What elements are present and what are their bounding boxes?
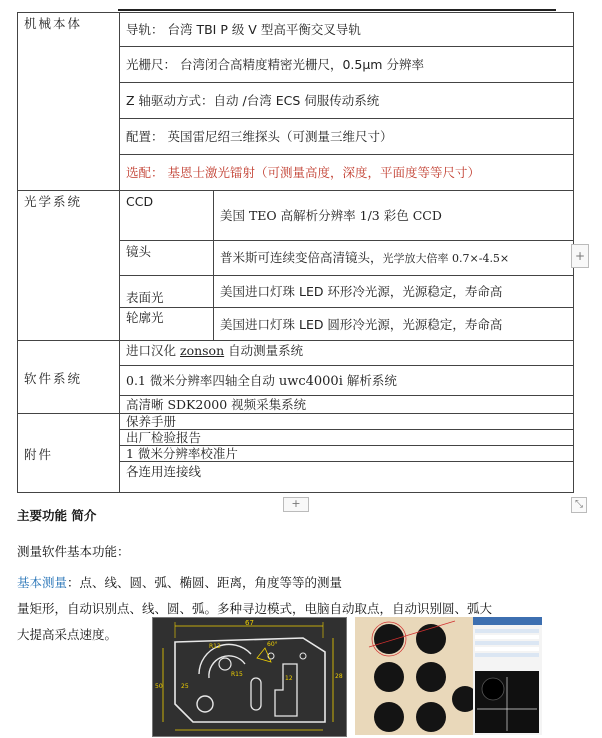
panel-row-3[interactable] — [475, 641, 539, 645]
accessory-row-2: 出厂检验报告 — [120, 430, 574, 446]
rail-row: 导轨： 台湾 TBI P 级 V 型高平衡交叉导轨 — [120, 13, 574, 47]
top-rule — [118, 9, 556, 11]
software-row-3: 高清晰 SDK2000 视频采集系统 — [120, 396, 574, 414]
panel-row-2[interactable] — [475, 635, 539, 639]
panel-row-5[interactable] — [475, 653, 539, 657]
cad-drawing-svg — [153, 618, 346, 736]
surface-light-label: 表面光 — [120, 276, 214, 308]
lens-label: 镜头 — [120, 241, 214, 276]
basic-measure-line — [17, 573, 342, 591]
category-optical: 光学系统 — [18, 191, 120, 341]
basic-measure-text: ：点、线、圆、弧、椭圆、距离，角度等等的测量 — [67, 575, 343, 590]
software-row-1 — [120, 341, 574, 366]
lens-value — [214, 241, 574, 276]
hole-left — [197, 696, 213, 712]
dim-label-28: 28 — [335, 673, 343, 680]
software-row-2-brand: uwc4000i — [278, 373, 343, 389]
dim-label-r12: R12 — [209, 643, 221, 650]
grating-row: 光栅尺： 台湾闭合高精度精密光栅尺，0.5μm 分辨率 — [120, 47, 574, 83]
dim-label-r15: R15 — [231, 671, 243, 678]
hole-4 — [416, 662, 446, 692]
part-outline — [175, 638, 325, 722]
software-row-2-suffix: 解析系统 — [342, 372, 397, 388]
l-cutout — [275, 664, 297, 716]
basic-measure-label: 基本测量 — [17, 575, 68, 590]
panel-row-4[interactable] — [475, 647, 539, 651]
category-accessories: 附件 — [18, 414, 120, 493]
table-resize-handle[interactable]: ⤡ — [571, 497, 587, 513]
preview-hole — [482, 678, 504, 700]
feature-line-2: 量矩形，自动识别点、线、圆、弧。多种寻边模式，电脑自动取点，自动识别圆、弧大 — [17, 601, 493, 616]
dim-label-width: 67 — [245, 619, 254, 627]
dim-label-50: 50 — [155, 683, 163, 690]
accessory-row-3: 1 微米分辨率校准片 — [120, 446, 574, 462]
software-row-1-prefix: 进口汉化 — [126, 343, 180, 358]
contour-light-label: 轮廓光 — [120, 308, 214, 341]
contour-light-value: 美国进口灯珠 LED 圆形冷光源，光源稳定，寿命高 — [214, 308, 574, 341]
hole-1 — [374, 624, 404, 654]
accessory-row-1: 保养手册 — [120, 414, 574, 430]
dim-label-angle: 60° — [267, 641, 278, 648]
spec-table — [17, 12, 574, 493]
measurement-svg — [355, 617, 542, 735]
software-row-2-prefix: 0.1 微米分辨率四轴全自动 — [126, 372, 279, 388]
section-heading: 主要功能 简介 — [17, 508, 97, 523]
hole-3 — [374, 662, 404, 692]
add-row-button[interactable]: + — [283, 497, 309, 512]
hole-arc-center — [219, 658, 231, 670]
category-mechanical: 机械本体 — [18, 13, 120, 191]
measurement-software-image — [355, 617, 542, 735]
surface-light-value: 美国进口灯珠 LED 环形冷光源，光源稳定，寿命高 — [214, 276, 574, 308]
config-row: 配置： 英国雷尼绍三维探头（可测量三维尺寸） — [120, 119, 574, 155]
angle-mark — [257, 648, 271, 662]
z-axis-row: Z 轴驱动方式：自动 /台湾 ECS 伺服传动系统 — [120, 83, 574, 119]
optional-row: 选配： 基恩士激光镭射（可测量高度，深度，平面度等等尺寸） — [120, 155, 574, 191]
category-software: 软件系统 — [18, 341, 120, 414]
software-row-1-brand: zonson — [179, 343, 225, 358]
ccd-label: CCD — [120, 191, 214, 241]
add-column-button[interactable]: + — [571, 244, 589, 268]
lens-value-extra: 光学放大倍率 0.7×-4.5× — [382, 252, 510, 265]
side-panel-header — [473, 617, 542, 625]
dim-label-25: 25 — [181, 683, 189, 690]
hole-5 — [374, 702, 404, 732]
software-row-2 — [120, 366, 574, 396]
cad-drawing-image — [152, 617, 347, 737]
dim-label-12: 12 — [285, 675, 293, 682]
feature-line-3: 大提高采点速度。 — [17, 627, 118, 642]
ccd-value: 美国 TEO 高解析分辨率 1/3 彩色 CCD — [214, 191, 574, 241]
slot-vertical — [251, 678, 261, 710]
accessory-row-4: 各连用连接线 — [120, 462, 574, 493]
software-row-1-suffix: 自动测量系统 — [224, 343, 304, 358]
software-basics-heading: 测量软件基本功能： — [17, 544, 130, 559]
hole-6 — [416, 702, 446, 732]
panel-row-1[interactable] — [475, 629, 539, 633]
hole-small-right — [300, 653, 306, 659]
lens-value-main: 普米斯可连续变倍高清镜头， — [220, 250, 383, 265]
